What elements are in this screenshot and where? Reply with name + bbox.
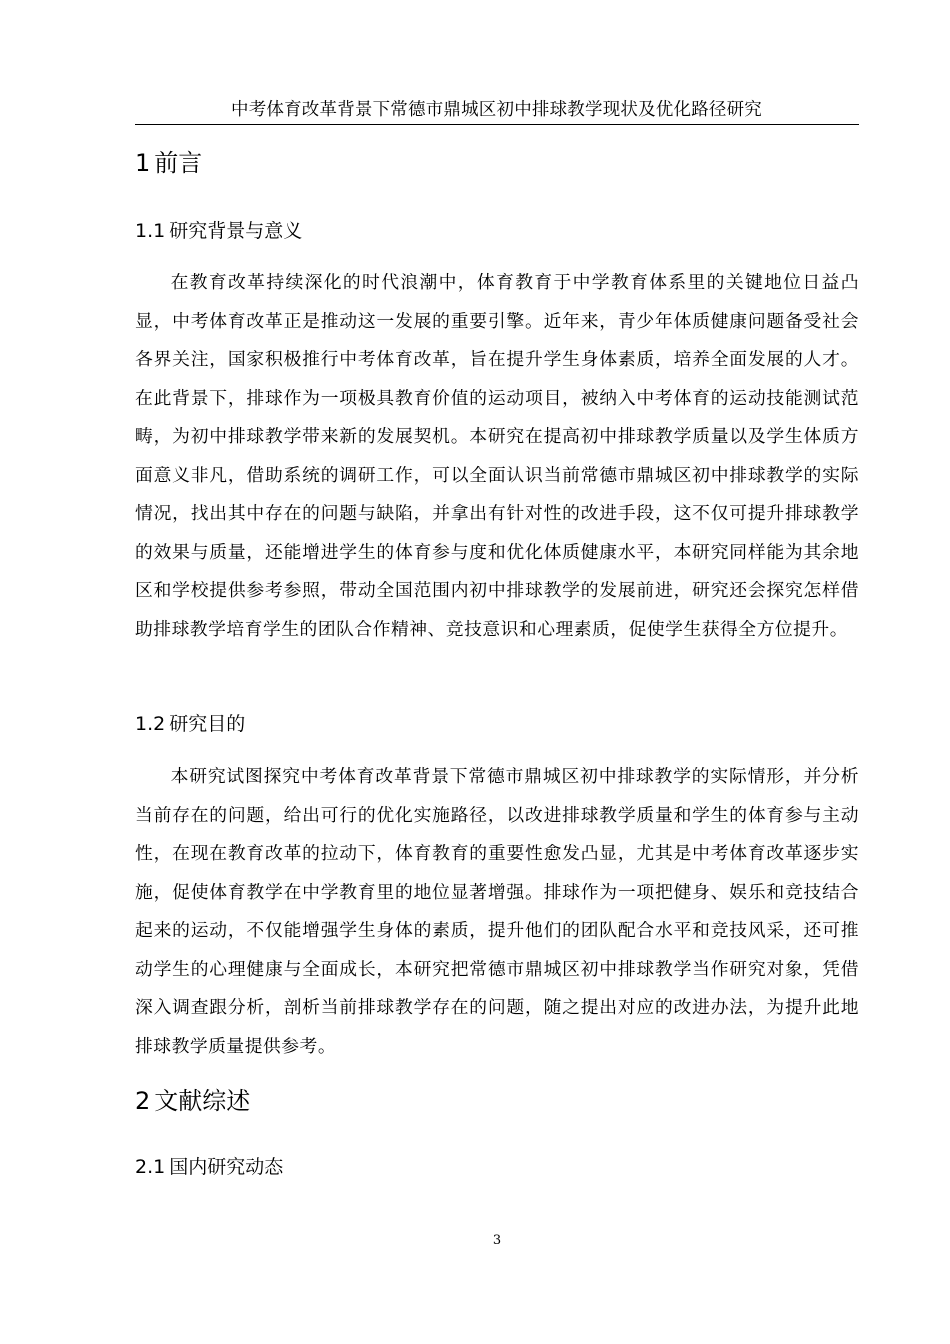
page-number: 3	[492, 1233, 502, 1248]
section-heading-1	[135, 146, 202, 180]
section-number: 2	[135, 1087, 151, 1115]
subsection-title: 国内研究动态	[169, 1156, 284, 1178]
section-number: 1	[135, 149, 151, 177]
section-title: 文献综述	[154, 1087, 251, 1115]
subsection-number: 2.1	[135, 1156, 166, 1178]
subsection-title: 研究背景与意义	[169, 220, 303, 242]
subsection-heading-1-2	[135, 709, 245, 739]
subsection-number: 1.2	[135, 713, 166, 735]
section-heading-2	[135, 1084, 250, 1118]
paragraph-research-background: 在教育改革持续深化的时代浪潮中，体育教育于中学教育体系里的关键地位日益凸显，中考体育改革正是推动这一发展的重要引擎。近年来，青少年体质健康问题备受社会各界关注，国家积极推行中考体育改革，旨在提升学生身体素质，培养全面发展的人才。在此背景下，排球作为一项极具教育价值的运动项目，被纳入中考体育的运动技能测试范畴，为初中排球教学带来新的发展契机。本研究在提高初中排球教学质量以及学生体质方面意义非凡，借助系统的调研工作，可以全面认识当前常德市鼎城区初中排球教学的实际情况，找出其中存在的问题与缺陷，并拿出有针对性的改进手段，这不仅可提升排球教学的效果与质量，还能增进学生的体育参与度和优化体质健康水平，本研究同样能为其余地区和学校提供参考参照，带动全国范围内初中排球教学的发展前进，研究还会探究怎样借助排球教学培育学生的团队合作精神、竞技意识和心理素质，促使学生获得全方位提升。	[135, 272, 859, 640]
subsection-heading-2-1	[135, 1152, 283, 1182]
paragraph-research-purpose: 本研究试图探究中考体育改革背景下常德市鼎城区初中排球教学的实际情形，并分析当前存在的问题，给出可行的优化实施路径，以改进排球教学质量和学生的体育参与主动性，在现在教育改革的拉动下，体育教育的重要性愈发凸显，尤其是中考体育改革逐步实施，促使体育教学在中学教育里的地位显著增强。排球作为一项把健身、娱乐和竞技结合起来的运动，不仅能增强学生身体的素质，提升他们的团队配合水平和竞技风采，还可推动学生的心理健康与全面成长，本研究把常德市鼎城区初中排球教学当作研究对象，凭借深入调查跟分析，剖析当前排球教学存在的问题，随之提出对应的改进办法，为提升此地排球教学质量提供参考。	[135, 766, 859, 1057]
subsection-number: 1.1	[135, 220, 166, 242]
subsection-title: 研究目的	[169, 713, 246, 735]
subsection-heading-1-1	[135, 216, 302, 246]
header-rule	[135, 124, 859, 125]
section-title: 前言	[154, 149, 203, 177]
running-header: 中考体育改革背景下常德市鼎城区初中排球教学现状及优化路径研究	[231, 100, 762, 120]
